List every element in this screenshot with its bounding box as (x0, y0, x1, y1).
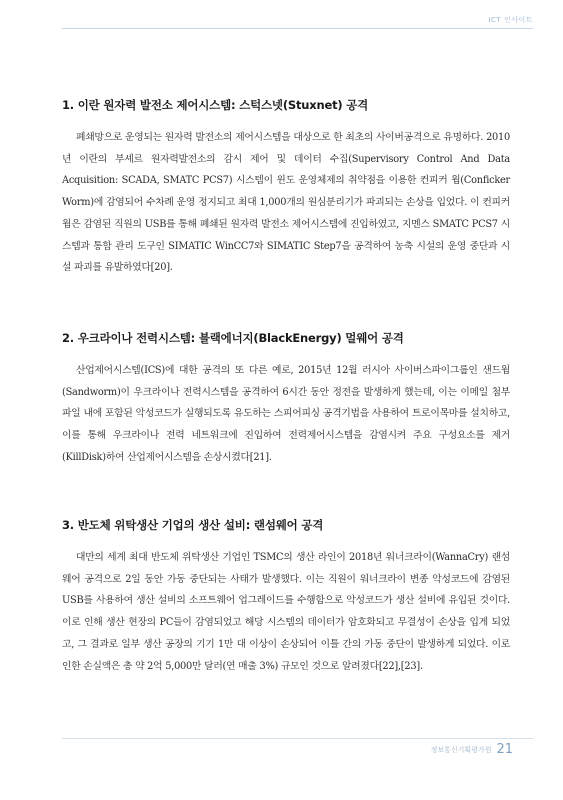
section-body: 폐쇄망으로 운영되는 원자력 발전소의 제어시스템을 대상으로 한 최초의 사이버공격으로 유명하다. 2010년 이란의 부셰르 원자력발전소의 감시 제어 및 데이터 수집(Supervisory Control And Data Acquisition: SCADA, SMATC PCS7) 시스템이 윈도 운영체제의 취약점을 이용한 컨피커 웜(Conficker Worm)에 감염되어 수차례 운영 정지되고 최대 1,000개의 원심분리기가 파괴되는 손상을 입었다. 이 컨피커 웜은 감염된 직원의 USB를 통해 폐쇄된 원자력 발전소 제어시스템에 진입하였고, 지멘스 SMATC PCS7 시스템과 통합 관리 도구인 SIMATIC WinCC7와 SIMATIC Step7을 공격하여 농축 시설의 운영 중단과 시설 파괴를 유발하였다[20]. (62, 132, 510, 274)
page-number: 21 (496, 742, 513, 757)
section-ransomware (62, 517, 510, 677)
section-title: 3. 반도체 위탁생산 기업의 생산 설비: 랜섬웨어 공격 (62, 518, 324, 532)
header-divider (62, 28, 533, 29)
section-blackenergy (62, 330, 510, 469)
page-footer (431, 742, 513, 757)
section-title: 1. 이란 원자력 발전소 제어시스템: 스턱스넷(Stuxnet) 공격 (62, 98, 369, 112)
header-section-tag: ICT 인사이트 (488, 16, 533, 24)
section-title: 2. 우크라이나 전력시스템: 블랙에너지(BlackEnergy) 멀웨어 공격 (62, 331, 404, 345)
footer-divider (62, 738, 533, 739)
section-body: 대만의 세계 최대 반도체 위탁생산 기업인 TSMC의 생산 라인이 2018년 워너크라이(WannaCry) 랜섬웨어 공격으로 2일 동안 가동 중단되는 사태가 발생했다. 이는 직원이 워너크라이 변종 악성코드에 감염된 USB를 사용하여 생산 설비의 소프트웨어 업그레이드를 수행함으로 악성코드가 생산 설비에 유입된 것이다. 이로 인해 생산 현장의 PC들이 감염되었고 해당 시스템의 데이터가 암호화되고 무결성이 손상을 입게 되었고, 그 결과로 일부 생산 공장의 기기 1만 대 이상이 손상되어 이틀 간의 가동 중단이 발생하게 되었다. 이로 인한 손실액은 총 약 2억 5,000만 달러(연 매출 3%) 규모인 것으로 알려졌다[22],[23]. (62, 552, 510, 672)
footer-publication: 정보통신기획평가원 (430, 745, 492, 754)
section-body: 산업제어시스템(ICS)에 대한 공격의 또 다른 예로, 2015년 12월 러시아 사이버스파이그룹인 샌드웜(Sandworm)이 우크라이나 전력시스템을 공격하여 6시간 동안 정전을 발생하게 했는데, 이는 이메일 첨부 파일 내에 포함된 악성코드가 실행되도록 유도하는 스피어피싱 공격기법을 사용하여 트로이목마를 설치하고, 이를 통해 우크라이나 전력 네트워크에 진입하여 전력제어시스템을 감염시켜 주요 구성요소를 제거(KillDisk)하여 산업제어시스템을 손상시켰다[21]. (62, 365, 510, 463)
section-stuxnet (62, 97, 510, 279)
